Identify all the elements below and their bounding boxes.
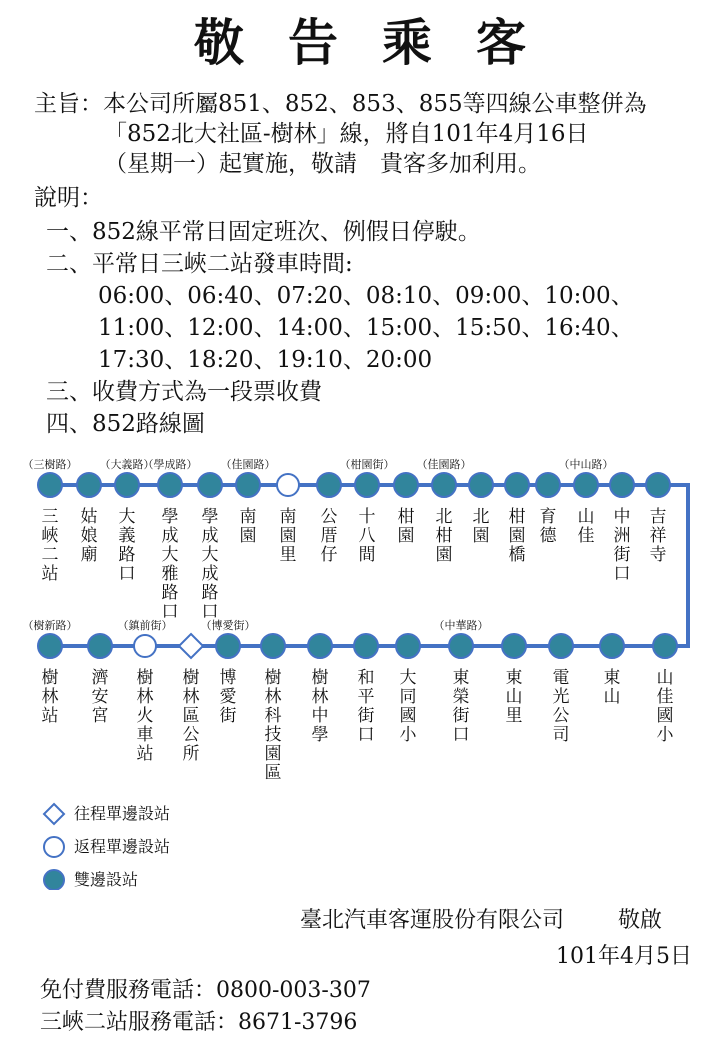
legend-both-circle-icon (44, 870, 64, 890)
station-name: 學成大雅路口 (161, 507, 179, 622)
station-both-circle-icon (432, 473, 456, 497)
station-bottom-12 (600, 634, 624, 707)
subject-line-1: 主旨：本公司所屬851、852、853、855等四線公車整併為 (34, 91, 647, 117)
station-top-13 (536, 473, 560, 546)
legend (30, 800, 270, 890)
station-name: 東榮街口 (452, 668, 470, 745)
station-top-15 (610, 473, 634, 584)
station-both-circle-icon (38, 634, 62, 658)
station-both-circle-icon (469, 473, 493, 497)
station-name: 育德 (539, 507, 557, 546)
station-bottom-6 (308, 634, 332, 745)
schedule-line-1: 06:00、06:40、07:20、08:10、09:00、10:00、 (98, 283, 634, 309)
station-bottom-9 (434, 618, 489, 745)
station-top-7 (317, 473, 341, 565)
legend-outbound-diamond-icon (44, 804, 64, 824)
road-label: （鎮前街） (117, 619, 173, 632)
road-label: （學成路） (142, 458, 198, 471)
road-label: （樹新路） (22, 619, 78, 632)
station-both-circle-icon (610, 473, 634, 497)
station-both-circle-icon (600, 634, 624, 658)
station-name: 柑園橋 (508, 507, 526, 565)
station-both-circle-icon (88, 634, 112, 658)
station-top-2 (100, 457, 155, 584)
station-name: 博愛街 (219, 668, 237, 726)
station-both-circle-icon (653, 634, 677, 658)
station-both-circle-icon (536, 473, 560, 497)
hotline: 免付費服務電話：0800-003-307 (40, 978, 371, 1003)
legend-symbols (30, 800, 70, 890)
notice-title: 敬告乘客 (194, 13, 570, 72)
station-name: 東山里 (505, 668, 523, 726)
station-name: 公厝仔 (320, 507, 338, 565)
station-bottom-5 (261, 634, 285, 783)
station-name: 樹林中學 (311, 668, 329, 745)
station-name: 南園里 (279, 507, 297, 565)
station-both-circle-icon (355, 473, 379, 497)
station-name: 電光公司 (552, 668, 570, 745)
station-return-circle-icon (277, 474, 299, 496)
station-name: 山佳國小 (656, 668, 674, 745)
station-both-circle-icon (236, 473, 260, 497)
station-name: 濟安宮 (91, 668, 109, 726)
schedule-line-2: 11:00、12:00、14:00、15:00、15:50、16:40、 (98, 315, 634, 341)
station-bottom-7 (354, 634, 378, 745)
station-name: 北園 (472, 507, 490, 546)
station-bottom-8 (396, 634, 420, 745)
station-top-3 (143, 457, 198, 622)
station-bottom-0 (23, 618, 78, 726)
subject-line-2: 「852北大社區-樹林」線，將自101年4月16日 (104, 121, 589, 147)
date: 101年4月5日 (556, 944, 692, 969)
station-top-16 (646, 473, 670, 565)
company-name: 臺北汽車客運股份有限公司 (300, 908, 565, 933)
station-name: 樹林站 (41, 668, 59, 726)
station-name: 北柑園 (435, 507, 453, 565)
subject-line-3: （星期一）起實施，敬請 貴客多加利用。 (104, 151, 541, 177)
station-both-circle-icon (308, 634, 332, 658)
station-name: 柑園 (397, 507, 415, 546)
station-both-circle-icon (115, 473, 139, 497)
station-both-circle-icon (158, 473, 182, 497)
station-bottom-11 (549, 634, 573, 745)
station-top-6 (277, 474, 299, 565)
legend-return-label: 返程單邊設站 (74, 837, 171, 856)
station-both-circle-icon (646, 473, 670, 497)
station-bottom-10 (502, 634, 526, 726)
station-both-circle-icon (77, 473, 101, 497)
road-label: （佳園路） (416, 458, 472, 471)
station-both-circle-icon (396, 634, 420, 658)
legend-return-circle-icon (44, 837, 64, 857)
road-label: （博愛街） (200, 619, 256, 632)
station-name: 大義路口 (118, 507, 136, 584)
station-name: 三峽二站 (41, 507, 59, 584)
station-name: 和平街口 (357, 668, 375, 745)
station-bottom-3 (179, 634, 203, 764)
station-name: 中洲街口 (613, 507, 631, 584)
station-top-8 (340, 457, 395, 565)
station-both-circle-icon (38, 473, 62, 497)
station-both-circle-icon (574, 473, 598, 497)
item-3: 三、收費方式為一段票收費 (46, 379, 322, 405)
station-top-12 (505, 473, 529, 565)
station-both-circle-icon (502, 634, 526, 658)
station-bottom-1 (88, 634, 112, 726)
station-name: 樹林科技園區 (264, 668, 282, 783)
station-top-5 (221, 457, 276, 546)
station-name: 姑娘廟 (80, 507, 98, 565)
legend-outbound-label: 往程單邊設站 (74, 804, 171, 823)
station-both-circle-icon (449, 634, 473, 658)
road-label: （中華路） (433, 619, 489, 632)
station-phone: 三峽二站服務電話：8671-3796 (40, 1010, 358, 1035)
road-label: （柑園街） (339, 458, 395, 471)
explain-label: 說明： (34, 185, 103, 211)
route-map (0, 440, 720, 800)
station-outbound-diamond-icon (179, 634, 203, 658)
station-both-circle-icon (261, 634, 285, 658)
closing: 敬啟 (618, 908, 663, 933)
station-top-1 (77, 473, 101, 565)
station-both-circle-icon (198, 473, 222, 497)
legend-both-label: 雙邊設站 (74, 870, 139, 889)
station-top-14 (559, 457, 614, 546)
station-bottom-4 (201, 618, 256, 726)
station-name: 山佳 (577, 507, 595, 546)
station-both-circle-icon (354, 634, 378, 658)
item-2: 二、平常日三峽二站發車時間: (46, 251, 353, 277)
station-top-9 (394, 473, 418, 546)
station-return-circle-icon (134, 635, 156, 657)
station-name: 大同國小 (399, 668, 417, 745)
road-label: （大義路） (99, 458, 155, 471)
item-4: 四、852路線圖 (46, 411, 205, 437)
station-name: 東山 (603, 668, 621, 707)
station-top-4 (198, 473, 222, 622)
station-name: 南園 (239, 507, 257, 546)
road-label: （中山路） (558, 458, 614, 471)
road-label: （佳園路） (220, 458, 276, 471)
schedule-line-3: 17:30、18:20、19:10、20:00 (98, 347, 433, 373)
station-bottom-2 (118, 618, 173, 764)
station-both-circle-icon (505, 473, 529, 497)
station-top-11 (469, 473, 493, 546)
station-top-0 (23, 457, 78, 584)
station-name: 樹林區公所 (182, 668, 200, 764)
station-name: 學成大成路口 (201, 507, 219, 622)
station-both-circle-icon (394, 473, 418, 497)
road-label: （三樹路） (22, 458, 78, 471)
station-both-circle-icon (317, 473, 341, 497)
station-top-10 (417, 457, 472, 565)
station-name: 十八間 (358, 507, 376, 565)
item-1: 一、852線平常日固定班次、例假日停駛。 (46, 219, 481, 245)
station-name: 樹林火車站 (136, 668, 154, 764)
station-bottom-13 (653, 634, 677, 745)
station-both-circle-icon (216, 634, 240, 658)
station-name: 吉祥寺 (649, 507, 667, 565)
station-both-circle-icon (549, 634, 573, 658)
